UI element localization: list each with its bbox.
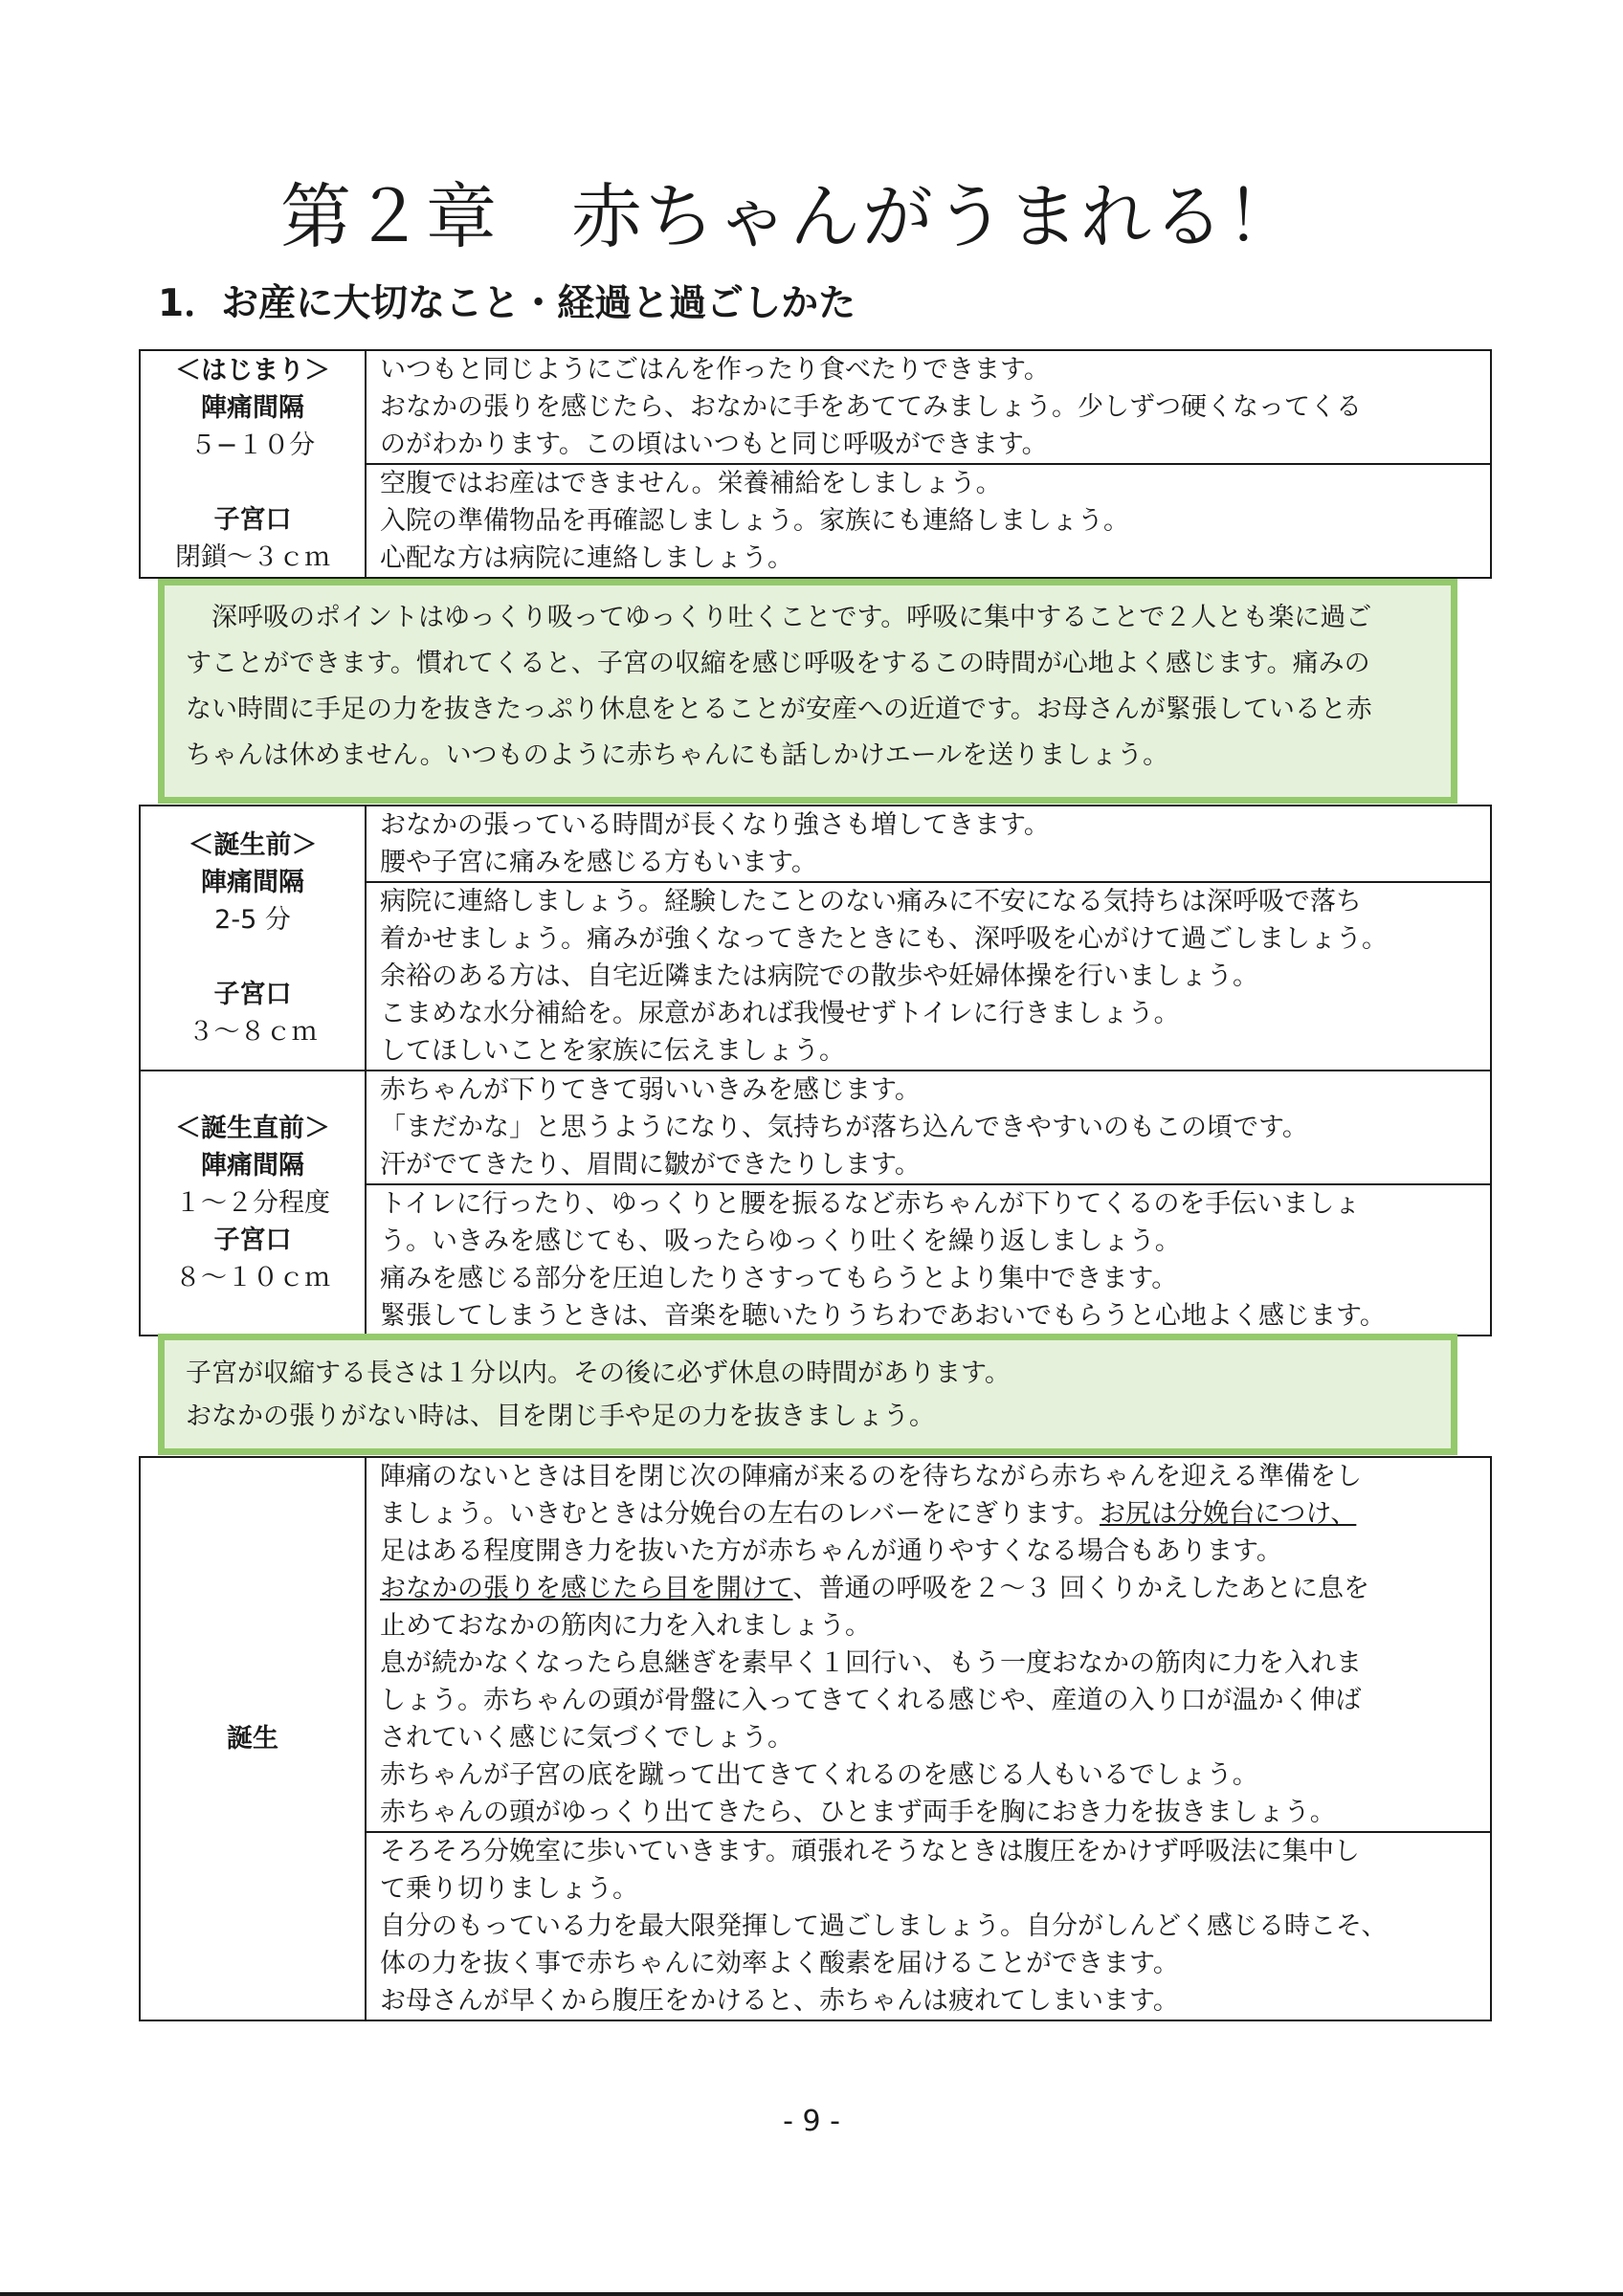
body-line: そろそろ分娩室に歩いていきます。頑張れそうなときは腹圧をかけず呼吸法に集中し (380, 1837, 1360, 1866)
body-line: おなかの張りを感じたら、おなかに手をあててみましょう。少しずつ硬くなってくる (380, 392, 1362, 422)
stage-title: ＜誕生直前＞ (175, 1114, 330, 1143)
body-line: 足はある程度開き力を抜いた方が赤ちゃんが通りやすくなる場合もあります。 (380, 1536, 1282, 1566)
contraction-tip-box (158, 1334, 1457, 1455)
breathing-tip-box (158, 579, 1457, 804)
body-line: してほしいことを家族に伝えましょう。 (380, 1036, 845, 1066)
stage-label-birth (140, 1457, 366, 2020)
body-line: 赤ちゃんが下りてきて弱いいきみを感じます。 (380, 1075, 921, 1105)
stage-body-top (366, 350, 1491, 464)
body-line: トイレに行ったり、ゆっくりと腰を振るなど赤ちゃんが下りてくるのを手伝いましょ (380, 1189, 1361, 1219)
body-line: のがわかります。この頃はいつもと同じ呼吸ができます。 (380, 430, 1048, 459)
body-line: いつもと同じようにごはんを作ったり食べたりできます。 (380, 355, 1050, 385)
interval-heading: 陣痛間隔 (201, 393, 304, 423)
body-text: 、普通の呼吸を２〜３ 回くりかえしたあとに息を (792, 1574, 1370, 1603)
body-line: お母さんが早くから腹圧をかけると、赤ちゃんは疲れてしまいます。 (380, 1986, 1179, 2016)
cervix-value: ８〜１０ｃｍ (175, 1263, 330, 1292)
body-line: 腰や子宮に痛みを感じる方もいます。 (380, 848, 817, 877)
body-line (380, 1495, 1482, 1533)
body-line: 息が続かなくなったら息継ぎを素早く１回行い、もう一度おなかの筋肉に力を入れま (380, 1648, 1362, 1678)
body-line: 赤ちゃんの頭がゆっくり出てきたら、ひとまず両手を胸におき力を抜きましょう。 (380, 1798, 1336, 1827)
stage-label-just-before-birth (140, 1071, 366, 1336)
body-line: 体の力を抜く事で赤ちゃんに効率よく酸素を届けることができます。 (380, 1949, 1179, 1978)
note-line: すことができます。慣れてくると、子宮の収縮を感じ呼吸をするこの時間が心地よく感じます。痛みの (186, 649, 1370, 678)
interval-heading: 陣痛間隔 (201, 1151, 304, 1181)
stage-title: ＜はじまり＞ (175, 356, 330, 386)
stage-table-before-birth (139, 805, 1492, 1336)
stage-body-bottom (366, 882, 1491, 1071)
bottom-rule (0, 2292, 1623, 2296)
cervix-value: 閉鎖〜３ｃｍ (175, 542, 330, 572)
body-line: 心配な方は病院に連絡しましょう。 (380, 543, 793, 573)
section-title: 1．お産に大切なこと・経過と過ごしかた (158, 282, 856, 325)
interval-value: １〜２分程度 (175, 1188, 330, 1218)
body-line: 赤ちゃんが子宮の底を蹴って出てきてくれるのを感じる人もいるでしょう。 (380, 1760, 1258, 1790)
note-line: 子宮が収縮する長さは１分以内。その後に必ず休息の時間があります。 (186, 1358, 1011, 1388)
chapter-title: 第２章 赤ちゃんがうまれる！ (280, 176, 1299, 258)
body-line: 痛みを感じる部分を圧迫したりさすってもらうとより集中できます。 (380, 1264, 1178, 1293)
stage-body-bottom (366, 464, 1491, 578)
note-line: 深呼吸のポイントはゆっくり吸ってゆっくり吐くことです。呼吸に集中することで２人とも楽に過ご (186, 603, 1372, 632)
interval-value: 2-5 分 (214, 904, 291, 935)
stage-table-birth (139, 1456, 1492, 2021)
body-line: 余裕のある方は、自宅近隣または病院での散歩や妊婦体操を行いましょう。 (380, 961, 1258, 991)
stage-label-beginning (140, 350, 366, 578)
cervix-heading: 子宮口 (213, 505, 292, 535)
stage-label-before-birth (140, 806, 366, 1071)
body-line (380, 1570, 1482, 1607)
body-line: 病院に連絡しましょう。経験したことのない痛みに不安になる気持ちは深呼吸で落ち (380, 887, 1362, 916)
cervix-heading: 子宮口 (213, 979, 292, 1009)
body-line: 汗がでてきたり、眉間に皺ができたりします。 (380, 1150, 921, 1180)
stage-body-bottom (366, 1832, 1491, 2020)
stage-body-top (366, 1457, 1491, 1832)
body-line: う。いきみを感じても、吸ったらゆっくり吐くを繰り返しましょう。 (380, 1226, 1181, 1256)
body-line: おなかの張っている時間が長くなり強さも増してきます。 (380, 810, 1050, 840)
stage-title: ＜誕生前＞ (188, 829, 318, 860)
body-line: 緊張してしまうときは、音楽を聴いたりうちわであおいでもらうと心地よく感じます。 (380, 1301, 1386, 1331)
stage-body-top (366, 1071, 1491, 1184)
body-line: 入院の準備物品を再確認しましょう。家族にも連絡しましょう。 (380, 506, 1129, 536)
body-line: 「まだかな」と思うようになり、気持ちが落ち込んできやすいのもこの頃です。 (380, 1113, 1308, 1142)
body-line: 空腹ではお産はできません。栄養補給をしましょう。 (380, 469, 1002, 498)
cervix-value: ３〜８ｃｍ (188, 1016, 318, 1047)
page-number: - 9 - (783, 2105, 840, 2138)
underlined-text: お尻は分娩台につけ、 (1099, 1499, 1357, 1529)
body-line: 自分のもっている力を最大限発揮して過ごしましょう。自分がしんどく感じる時こそ、 (380, 1911, 1388, 1941)
stage-title: 誕生 (227, 1724, 278, 1754)
body-line: 陣痛のないときは目を閉じ次の陣痛が来るのを待ちながら赤ちゃんを迎える準備をし (380, 1462, 1362, 1491)
body-line: て乗り切りましょう。 (380, 1874, 638, 1904)
body-line: 着かせましょう。痛みが強くなってきたときにも、深呼吸を心がけて過ごしましょう。 (380, 924, 1388, 954)
interval-value: ５−１０分 (189, 430, 316, 460)
body-text: ましょう。いきむときは分娩台の左右のレバーをにぎります。 (380, 1499, 1100, 1529)
note-line: ない時間に手足の力を抜きたっぷり休息をとることが安産への近道です。お母さんが緊張していると赤 (186, 695, 1372, 724)
interval-heading: 陣痛間隔 (201, 867, 304, 897)
stage-table-beginning (139, 349, 1492, 579)
body-line: しょう。赤ちゃんの頭が骨盤に入ってきてくれる感じや、産道の入り口が温かく伸ば (380, 1686, 1362, 1715)
underlined-text: おなかの張りを感じたら目を開けて (380, 1574, 793, 1603)
body-line: 止めておなかの筋肉に力を入れましょう。 (380, 1611, 871, 1641)
body-line: されていく感じに気づくでしょう。 (380, 1723, 793, 1753)
note-line: ちゃんは休めません。いつものように赤ちゃんにも話しかけエールを送りましょう。 (186, 740, 1169, 770)
stage-body-top (366, 806, 1491, 882)
body-line: こまめな水分補給を。尿意があれば我慢せずトイレに行きましょう。 (380, 999, 1180, 1028)
stage-body-bottom (366, 1184, 1491, 1336)
cervix-heading: 子宮口 (213, 1225, 292, 1255)
note-line: おなかの張りがない時は、目を閉じ手や足の力を抜きましょう。 (186, 1402, 935, 1431)
